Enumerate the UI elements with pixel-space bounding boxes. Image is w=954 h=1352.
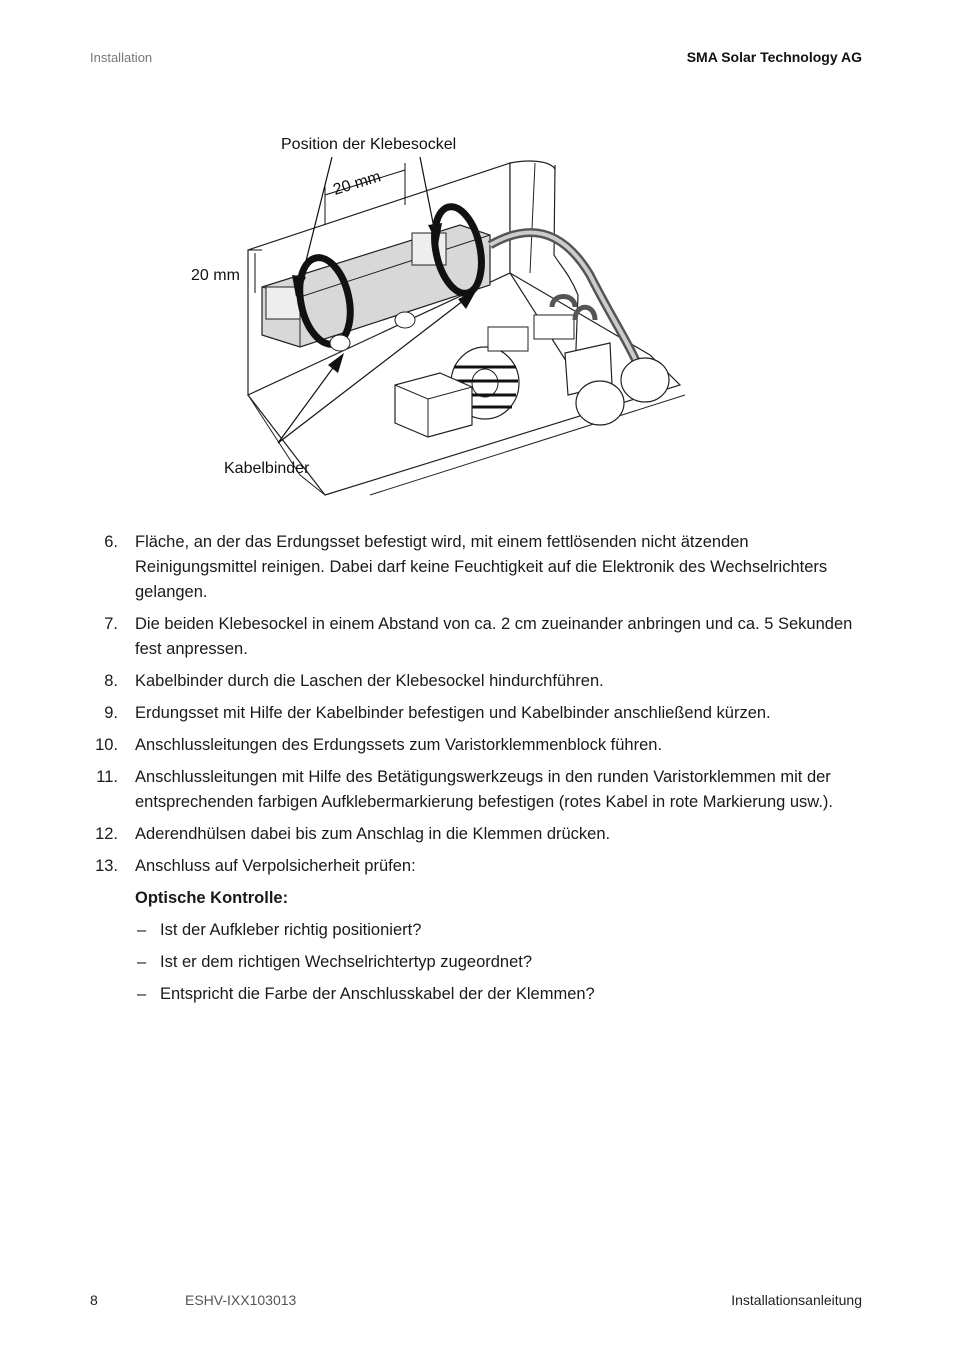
step-item bbox=[90, 701, 870, 726]
step-number: 13. bbox=[95, 857, 118, 875]
step-text: Erdungsset mit Hilfe der Kabelbinder befestigen und Kabelbinder anschließend kürzen. bbox=[135, 704, 771, 722]
step-text: Die beiden Klebesockel in einem Abstand von ca. 2 cm zueinander anbringen und ca. 5 Sekunden fest anpressen. bbox=[135, 615, 853, 658]
step-text: Kabelbinder durch die Laschen der Klebesockel hindurchführen. bbox=[135, 672, 604, 690]
page-number: 8 bbox=[90, 1292, 98, 1308]
step-item bbox=[90, 612, 870, 662]
step-number: 11. bbox=[96, 768, 118, 786]
dash-marker: – bbox=[137, 953, 147, 971]
step-item bbox=[90, 733, 870, 758]
step-number: 8. bbox=[104, 672, 118, 690]
header-company: SMA Solar Technology AG bbox=[686, 49, 862, 65]
label-dim-left: 20 mm bbox=[191, 267, 240, 284]
step-list bbox=[90, 530, 870, 1014]
step-item bbox=[90, 822, 870, 847]
check-text: Ist der Aufkleber richtig positioniert? bbox=[160, 921, 422, 939]
installation-figure bbox=[180, 125, 720, 515]
step-item bbox=[90, 669, 870, 694]
step-number: 12. bbox=[95, 825, 118, 843]
step-text: Anschlussleitungen des Erdungssets zum Varistorklemmenblock führen. bbox=[135, 736, 663, 754]
check-item bbox=[90, 950, 870, 975]
label-adhesive-position: Position der Klebesockel bbox=[281, 136, 457, 153]
check-text: Entspricht die Farbe der Anschlusskabel der der Klemmen? bbox=[160, 985, 595, 1003]
document-type: Installationsanleitung bbox=[731, 1292, 862, 1308]
step-item bbox=[90, 530, 870, 605]
check-item bbox=[90, 918, 870, 943]
check-item bbox=[90, 982, 870, 1007]
inverter-illustration bbox=[180, 125, 720, 515]
step-number: 7. bbox=[104, 615, 118, 633]
step-text: Fläche, an der das Erdungsset befestigt wird, mit einem fettlösenden nicht ätzenden Reinigungsmittel reinigen. Dabei darf keine Feuchtigkeit auf die Elektronik des Wechselrichters gelangen. bbox=[135, 533, 828, 601]
step-text: Aderendhülsen dabei bis zum Anschlag in die Klemmen drücken. bbox=[135, 825, 611, 843]
dash-marker: – bbox=[137, 985, 147, 1003]
step-text: Anschlussleitungen mit Hilfe des Betätigungswerkzeugs in den runden Varistorklemmen mit der entsprechenden farbigen Aufklebermarkierung befestigen (rotes Kabel in rote Markierung usw.). bbox=[135, 768, 833, 811]
header-section: Installation bbox=[90, 50, 153, 65]
step-item bbox=[90, 854, 870, 879]
label-dim-top: 20 mm bbox=[331, 168, 383, 199]
step-number: 9. bbox=[104, 704, 118, 722]
step-text: Anschluss auf Verpolsicherheit prüfen: bbox=[135, 857, 416, 875]
step-number: 10. bbox=[95, 736, 118, 754]
check-heading: Optische Kontrolle: bbox=[135, 889, 289, 907]
dash-marker: – bbox=[137, 921, 147, 939]
document-id: ESHV-IXX103013 bbox=[185, 1292, 297, 1308]
check-text: Ist er dem richtigen Wechselrichtertyp zugeordnet? bbox=[160, 953, 533, 971]
step-item bbox=[90, 765, 870, 815]
step-number: 6. bbox=[104, 533, 118, 551]
label-cable-ties: Kabelbinder bbox=[224, 460, 310, 477]
